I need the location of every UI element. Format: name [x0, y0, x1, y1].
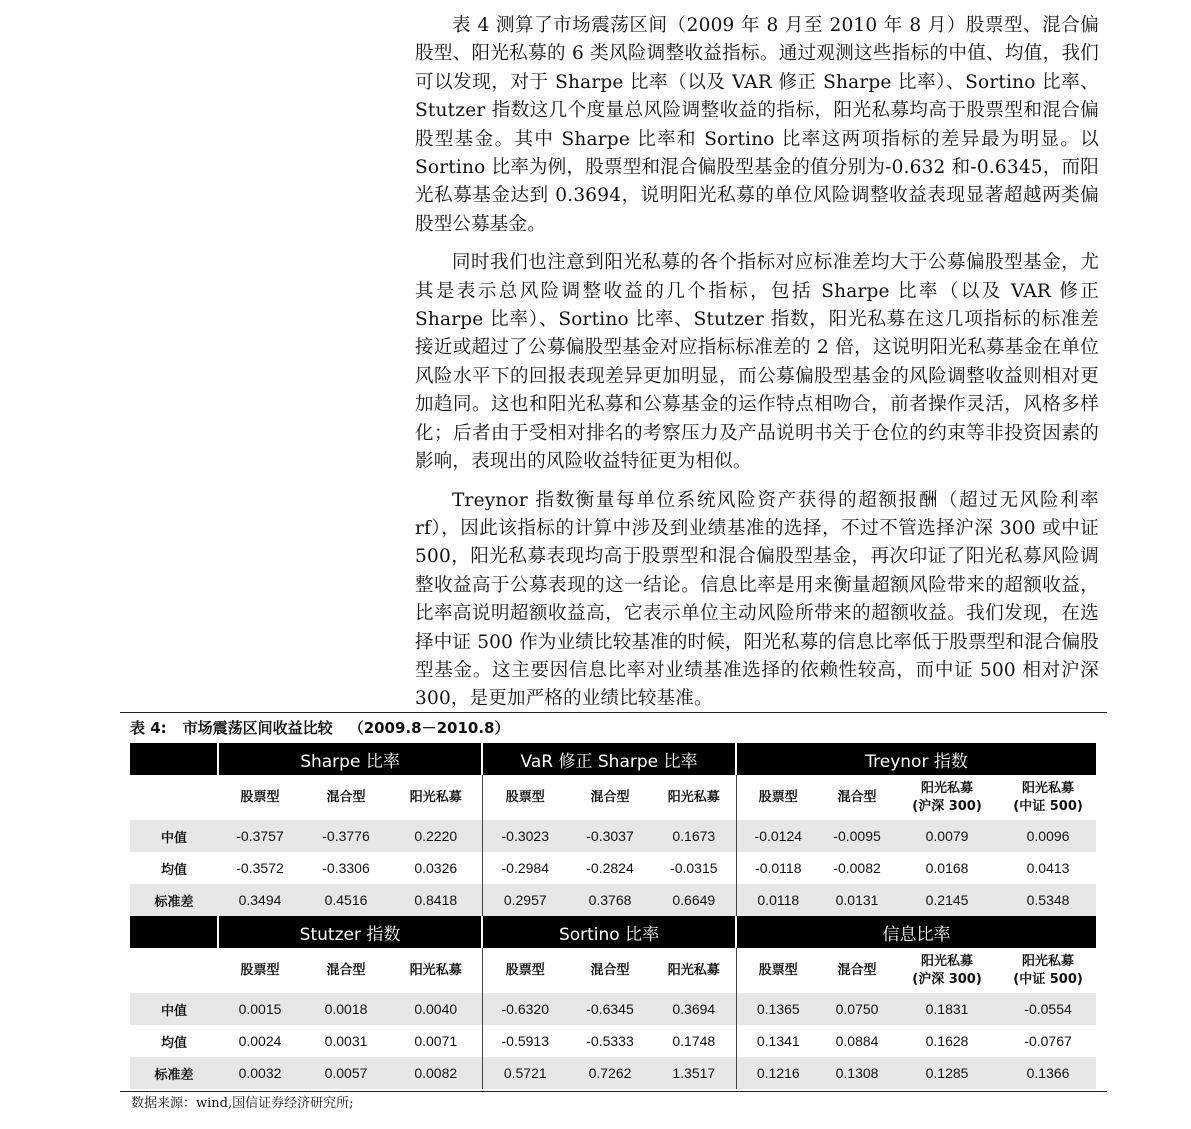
subheader-row — [130, 948, 1096, 993]
table-cell: 0.0118 — [736, 884, 820, 916]
subheader-note: (中证 500) — [1013, 971, 1083, 987]
paragraph-1: 表 4 测算了市场震荡区间（2009 年 8 月至 2010 年 8 月）股票型、混合偏股型、阳光私募的 6 类风险调整收益指标。通过观测这些指标的中值、均值，我们可以发现，对于 Sharpe 比率（以及 VAR 修正 Sharpe 比率）、Sortino 比率、Stutzer 指数这几个度量总风险调整收益的指标，阳光私募均高于股票型和混合偏股型基金。其中 Sharpe 比率和 Sortino 比率这两项指标的差异最为明显。以 Sortino 比率为例，股票型和混合偏股型基金的值分别为-0.632 和-0.6345，而阳光私募基金达到 0.3694，说明阳光私募的单位风险调整收益表现显著超越两类偏股型公募基金。 — [415, 15, 1099, 235]
table-cell: -0.0118 — [736, 852, 820, 884]
subheader-cell — [1000, 775, 1096, 820]
table-cell: 0.5348 — [1000, 884, 1096, 916]
table-cell: 0.1216 — [736, 1057, 820, 1089]
subheader-cell — [736, 775, 820, 820]
table-row — [130, 884, 1096, 916]
subheader-label: 股票型 — [758, 962, 798, 978]
subheader-note: (沪深 300) — [912, 798, 982, 814]
group-header: 信息比率 — [736, 916, 1096, 948]
subheader-label: 混合型 — [326, 962, 366, 978]
subheader-label: 混合型 — [837, 789, 877, 805]
group-header-row — [130, 743, 1096, 775]
table-row — [130, 1025, 1096, 1057]
table-cell: -0.0082 — [833, 860, 881, 876]
table-cell: 0.0168 — [925, 860, 969, 876]
subheader-label: 股票型 — [240, 962, 280, 978]
table-cell: 0.0071 — [414, 1033, 458, 1049]
table-cell: 0.1366 — [1000, 1057, 1096, 1089]
subheader-label: 阳光私募 — [667, 789, 720, 805]
table-cell: -0.6320 — [482, 993, 568, 1025]
group-header: Treynor 指数 — [736, 743, 1096, 775]
table-cell: 0.0040 — [390, 993, 482, 1025]
subheader-cell — [894, 948, 1000, 993]
subheader-cell — [218, 948, 302, 993]
table-row — [130, 993, 1096, 1025]
subheader-label: 股票型 — [240, 789, 280, 805]
data-source-note: 数据来源：wind,国信证券经济研究所; — [131, 1096, 354, 1111]
subheader-note: (中证 500) — [1013, 798, 1083, 814]
table-cell: 0.0018 — [302, 993, 390, 1025]
table-cell: 0.0096 — [1000, 820, 1096, 852]
table-cell: 0.1831 — [894, 993, 1000, 1025]
subheader-note: (沪深 300) — [912, 971, 982, 987]
subheader-cell — [390, 948, 482, 993]
row-label: 均值 — [160, 1035, 187, 1051]
table-caption-period: （2009.8－2010.8） — [348, 719, 510, 737]
group-header-row — [130, 916, 1096, 948]
table-cell: 0.4516 — [302, 884, 390, 916]
table-cell: 0.1341 — [736, 1025, 820, 1057]
table-cell: 0.0326 — [414, 860, 458, 876]
subheader-label: 混合型 — [837, 962, 877, 978]
subheader-label: 股票型 — [505, 962, 545, 978]
group-header: VaR 修正 Sharpe 比率 — [482, 743, 736, 775]
subheader-row — [130, 775, 1096, 820]
subheader-cell — [652, 948, 736, 993]
table-caption — [120, 713, 1107, 743]
subheader-cell — [820, 775, 894, 820]
table-cell: -0.6345 — [568, 993, 652, 1025]
row-label: 中值 — [130, 820, 218, 852]
table-cell: 0.1628 — [925, 1033, 969, 1049]
table-cell: -0.0554 — [1000, 993, 1096, 1025]
table-cell: -0.3023 — [482, 820, 568, 852]
group-header-blank — [130, 916, 218, 948]
subheader-cell — [482, 948, 568, 993]
table-4 — [120, 712, 1107, 1092]
table-cell: -0.5333 — [586, 1033, 634, 1049]
table-cell: -0.3757 — [218, 820, 302, 852]
table-cell: 0.1285 — [894, 1057, 1000, 1089]
table-cell: -0.3776 — [302, 820, 390, 852]
subheader-label: 阳光私募 — [409, 789, 462, 805]
table-cell: 0.3694 — [652, 993, 736, 1025]
subheader-label: 阳光私募 — [1022, 780, 1075, 796]
row-label: 均值 — [160, 862, 187, 878]
group-header: Sharpe 比率 — [218, 743, 482, 775]
table-cell: 0.0032 — [218, 1057, 302, 1089]
table-row — [130, 820, 1096, 852]
subheader-label: 阳光私募 — [921, 780, 974, 796]
table-cell: 0.5721 — [482, 1057, 568, 1089]
subheader-label: 混合型 — [590, 789, 630, 805]
subheader-cell — [568, 948, 652, 993]
table-cell: -0.3572 — [236, 860, 284, 876]
body-text — [415, 12, 1099, 724]
subheader-cell — [302, 948, 390, 993]
table-cell: 0.0024 — [238, 1033, 282, 1049]
paragraph-2: 同时我们也注意到阳光私募的各个指标对应标准差均大于公募偏股型基金，尤其是表示总风险调整收益的几个指标，包括 Sharpe 比率（以及 VAR 修正 Sharpe 比率）、Sortino 比率、Stutzer 指数，阳光私募在这几项指标的标准差接近或超过了公募偏股型基金对应指标标准差的 2 倍，这说明阳光私募基金在单位风险水平下的回报表现差异更加明显，而公募偏股型基金的风险调整收益则相对更加趋同。这也和阳光私募和公募基金的运作特点相吻合，前者操作灵活，风格多样化；后者由于受相对排名的考察压力及产品说明书关于仓位的约束等非投资因素的影响，表现出的风险收益特征更为相似。 — [415, 252, 1099, 473]
table-cell: 0.2957 — [482, 884, 568, 916]
table-cell: -0.2984 — [482, 852, 568, 884]
subheader-cell — [482, 775, 568, 820]
table-cell: 0.8418 — [390, 884, 482, 916]
subheader-cell — [1000, 948, 1096, 993]
table-cell: 0.2145 — [894, 884, 1000, 916]
table-cell: -0.2824 — [586, 860, 634, 876]
table-cell: 0.3768 — [568, 884, 652, 916]
row-label: 标准差 — [130, 884, 218, 916]
table-cell: -0.0315 — [670, 860, 718, 876]
table-cell: -0.3306 — [322, 860, 370, 876]
paragraph-3: Treynor 指数衡量每单位系统风险资产获得的超额报酬（超过无风险利率 rf），因此该指标的计算中涉及到业绩基准的选择，不过不管选择沪深 300 或中证 500，阳光私募表现均高于股票型和混合偏股型基金，再次印证了阳光私募风险调整收益高于公募表现的这一结论。信息比率是用来衡量超额风险带来的超额收益，比率高说明超额收益高，它表示单位主动风险所带来的超额收益。我们发现，在选择中证 500 作为业绩比较基准的时候，阳光私募的信息比率低于股票型和混合偏股型基金。这主要因信息比率对业绩基准选择的依赖性较高，而中证 500 相对沪深 300，是更加严格的业绩比较基准。 — [415, 489, 1099, 710]
table-cell: 0.0750 — [820, 993, 894, 1025]
table-cell: 0.7262 — [568, 1057, 652, 1089]
subheader-label: 阳光私募 — [921, 953, 974, 969]
subheader-label: 阳光私募 — [1022, 953, 1075, 969]
subheader-cell — [390, 775, 482, 820]
subheader-cell — [568, 775, 652, 820]
table-cell: -0.3037 — [568, 820, 652, 852]
subheader-label: 混合型 — [326, 789, 366, 805]
subheader-cell — [736, 948, 820, 993]
table-cell: -0.0124 — [736, 820, 820, 852]
subheader-blank — [130, 775, 218, 820]
table-cell: 0.0082 — [390, 1057, 482, 1089]
table-cell: 0.3494 — [218, 884, 302, 916]
table-cell: 0.0015 — [218, 993, 302, 1025]
comparison-table — [130, 743, 1096, 1089]
table-row — [130, 1057, 1096, 1089]
subheader-cell — [302, 775, 390, 820]
table-cell: 0.1748 — [672, 1033, 716, 1049]
table-caption-label: 表 4: — [130, 719, 167, 737]
table-cell: -0.0095 — [820, 820, 894, 852]
table-cell: -0.5913 — [482, 1025, 568, 1057]
table-cell: 0.0079 — [894, 820, 1000, 852]
table-cell: 0.2220 — [390, 820, 482, 852]
subheader-label: 阳光私募 — [409, 962, 462, 978]
row-label: 标准差 — [130, 1057, 218, 1089]
subheader-cell — [894, 775, 1000, 820]
row-label: 中值 — [130, 993, 218, 1025]
table-cell: 0.0031 — [324, 1033, 368, 1049]
subheader-cell — [820, 948, 894, 993]
group-header-blank — [130, 743, 218, 775]
table-cell: 1.3517 — [652, 1057, 736, 1089]
group-header: Sortino 比率 — [482, 916, 736, 948]
table-cell: -0.0767 — [1024, 1033, 1072, 1049]
subheader-blank — [130, 948, 218, 993]
table-caption-title: 市场震荡区间收益比较 — [182, 719, 333, 737]
subheader-cell — [652, 775, 736, 820]
table-cell: 0.6649 — [652, 884, 736, 916]
table-cell: 0.1673 — [652, 820, 736, 852]
subheader-label: 阳光私募 — [667, 962, 720, 978]
group-header: Stutzer 指数 — [218, 916, 482, 948]
table-cell: 0.0131 — [820, 884, 894, 916]
subheader-cell — [218, 775, 302, 820]
table-cell: 0.0884 — [835, 1033, 879, 1049]
table-cell: 0.0413 — [1026, 860, 1070, 876]
subheader-label: 混合型 — [590, 962, 630, 978]
table-cell: 0.0057 — [302, 1057, 390, 1089]
table-cell: 0.1308 — [820, 1057, 894, 1089]
table-cell: 0.1365 — [736, 993, 820, 1025]
subheader-label: 股票型 — [758, 789, 798, 805]
table-row — [130, 852, 1096, 884]
subheader-label: 股票型 — [505, 789, 545, 805]
